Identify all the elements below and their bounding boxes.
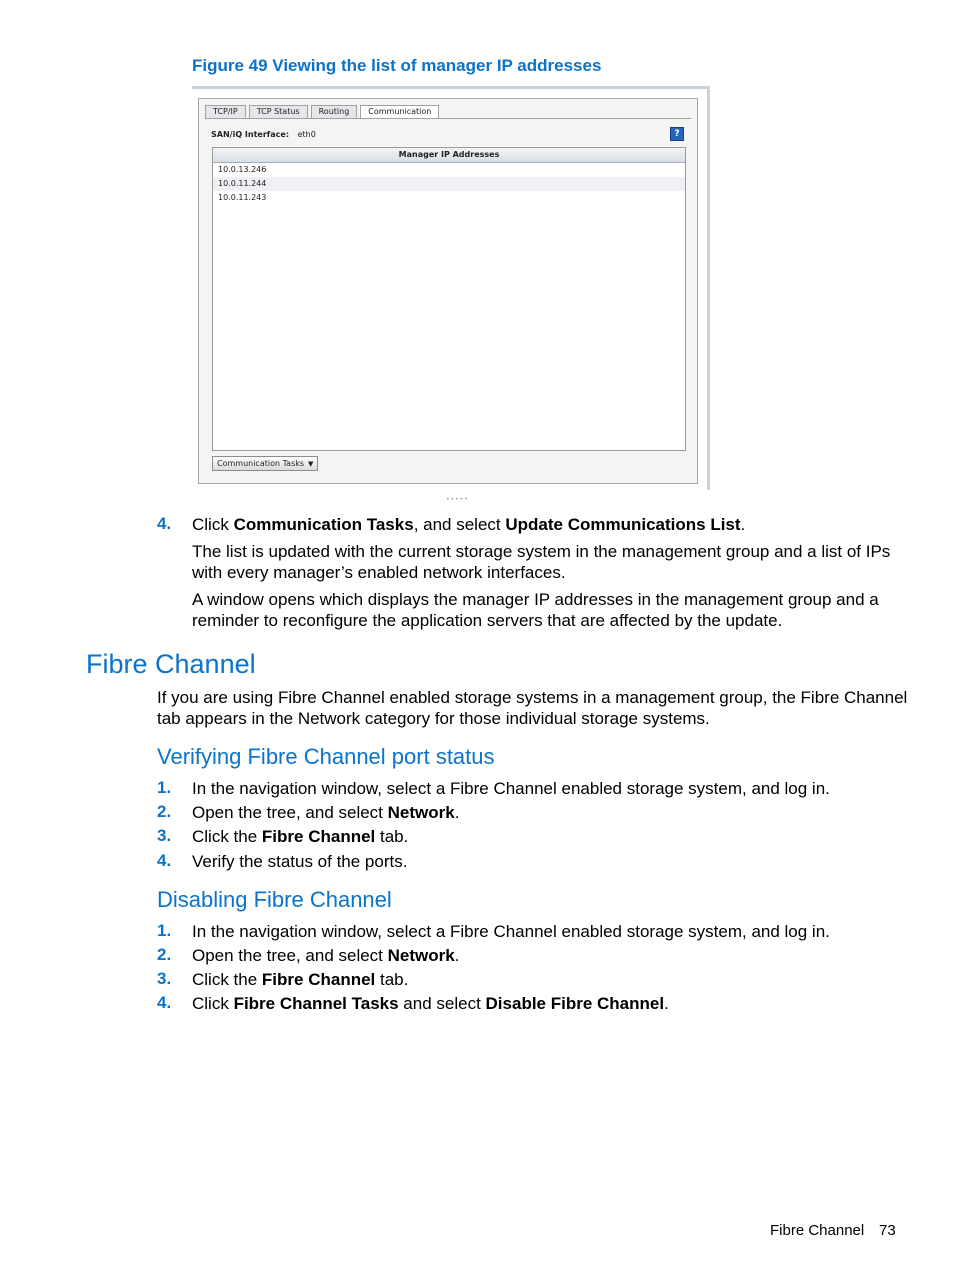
figure-frame-right — [707, 86, 710, 490]
step-number: 3. — [157, 969, 172, 988]
step-number: 2. — [157, 945, 172, 964]
step-text: In the navigation window, select a Fibre Channel enabled storage system, and log in. — [192, 779, 830, 798]
step-text — [192, 514, 745, 535]
paragraph-line: The list is updated with the current storage system in the management group and a list of IPs — [192, 542, 891, 561]
text-fragment: Click — [192, 515, 234, 534]
table-row[interactable]: 10.0.11.244 — [213, 177, 685, 191]
text-fragment: Open the tree, and select — [192, 803, 388, 822]
step-text — [192, 993, 669, 1014]
dropdown-arrow-icon: ▼ — [308, 460, 314, 468]
ui-term: Fibre Channel Tasks — [233, 994, 399, 1013]
text-fragment: . — [664, 994, 669, 1013]
step-number: 4. — [157, 993, 172, 1012]
figure-screenshot — [192, 86, 710, 503]
step-text — [192, 969, 408, 990]
step-number: 2. — [157, 802, 172, 821]
ui-term: Communication Tasks — [233, 515, 414, 534]
paragraph-line: tab appears in the Network category for those individual storage systems. — [157, 709, 710, 728]
text-fragment: , and select — [413, 515, 506, 534]
step-text — [192, 945, 459, 966]
tab-tcp-ip[interactable]: TCP/IP — [205, 105, 246, 118]
step-number: 4. — [157, 851, 172, 870]
text-fragment: Click — [192, 994, 234, 1013]
ui-term: Fibre Channel — [261, 827, 376, 846]
text-fragment: . — [740, 515, 746, 534]
communication-tasks-button[interactable] — [212, 456, 318, 471]
step-text — [192, 802, 459, 823]
tab-communication[interactable]: Communication — [360, 105, 439, 119]
text-fragment: . — [454, 803, 460, 822]
table-row[interactable]: 10.0.13.246 — [218, 165, 267, 174]
ui-term: Disable Fibre Channel — [485, 994, 665, 1013]
ui-term: Network — [387, 946, 455, 965]
step-number: 3. — [157, 826, 172, 845]
text-fragment: tab. — [375, 970, 409, 989]
resize-grip-icon[interactable]: ••••• — [446, 496, 469, 503]
text-fragment: and select — [398, 994, 486, 1013]
figure-caption: Figure 49 Viewing the list of manager IP addresses — [192, 56, 602, 75]
tab-bar — [205, 105, 439, 118]
text-fragment: Open the tree, and select — [192, 946, 388, 965]
interface-label: SAN/iQ Interface: — [211, 130, 290, 139]
communication-tasks-label: Communication Tasks — [217, 459, 305, 468]
ui-term: Network — [387, 803, 455, 822]
step-number: 1. — [157, 778, 172, 797]
interface-value: eth0 — [297, 130, 316, 139]
section-heading: Fibre Channel — [86, 649, 256, 679]
page-number: 73 — [879, 1222, 896, 1239]
paragraph-line: If you are using Fibre Channel enabled storage systems in a management group, the Fibre Channel — [157, 688, 908, 707]
ui-term: Fibre Channel — [261, 970, 376, 989]
text-fragment: . — [454, 946, 460, 965]
text-fragment: Click the — [192, 827, 262, 846]
help-icon[interactable]: ? — [670, 127, 684, 141]
step-text — [192, 826, 408, 847]
table-header: Manager IP Addresses — [213, 148, 685, 163]
table-row[interactable]: 10.0.11.243 — [218, 193, 267, 202]
step-text: In the navigation window, select a Fibre Channel enabled storage system, and log in. — [192, 922, 830, 941]
step-number: 1. — [157, 921, 172, 940]
communication-panel — [198, 98, 698, 503]
subsection-heading: Disabling Fibre Channel — [157, 887, 392, 912]
tab-routing[interactable]: Routing — [311, 105, 358, 118]
ui-term: Update Communications List — [505, 515, 741, 534]
paragraph-line: reminder to reconfigure the application servers that are affected by the update. — [192, 611, 783, 630]
subsection-heading: Verifying Fibre Channel port status — [157, 744, 495, 769]
tab-tcp-status[interactable]: TCP Status — [249, 105, 308, 118]
manager-ip-table — [212, 147, 686, 451]
text-fragment: Click the — [192, 970, 262, 989]
text-fragment: tab. — [375, 827, 409, 846]
paragraph-line: with every manager’s enabled network interfaces. — [192, 563, 566, 582]
paragraph-line: A window opens which displays the manager IP addresses in the management group and a — [192, 590, 879, 609]
step-number: 4. — [157, 514, 172, 533]
step-text: Verify the status of the ports. — [192, 852, 408, 871]
interface-row — [211, 130, 316, 139]
footer-section: Fibre Channel — [770, 1222, 865, 1239]
figure-frame-top — [192, 86, 710, 89]
tab-divider — [205, 118, 691, 119]
